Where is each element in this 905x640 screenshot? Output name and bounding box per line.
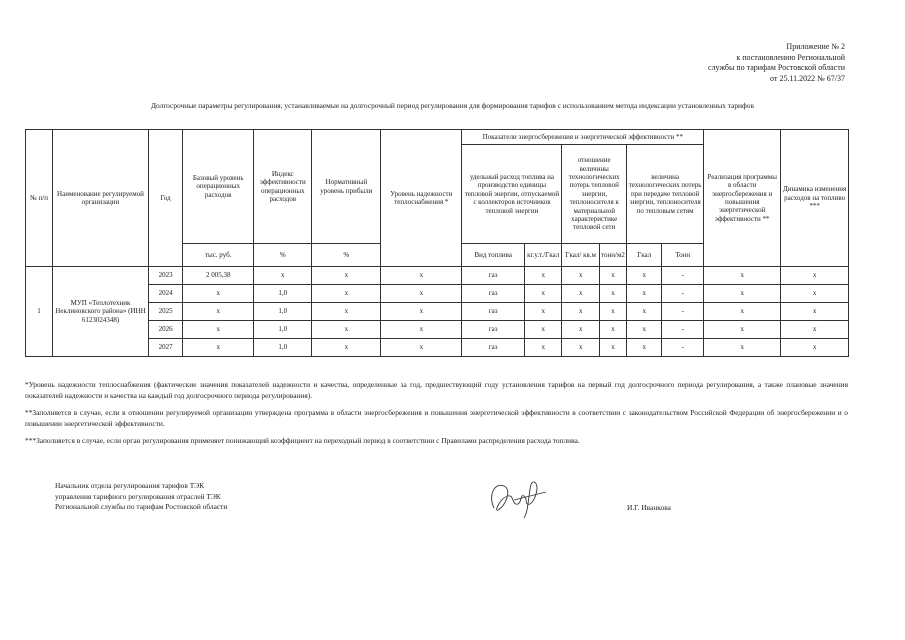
cell-reliability: х <box>381 285 462 303</box>
cell-norm: х <box>312 267 381 285</box>
cell-index: х <box>254 267 312 285</box>
footnote-energy-program: **Заполняется в случае, если в отношении регулируемой организации утверждена программа в области энергосбережения и повышения энергетической эффективности в соответствии с законодательством Российской Федерации об энергосбережении и о повышении энергетической эффективности. <box>25 408 848 428</box>
cell-fuel-type: газ <box>462 285 525 303</box>
cell-loss-2: - <box>662 285 704 303</box>
cell-ratio-2: х <box>599 285 626 303</box>
header-reliability: Уровень надежности теплоснабжения * <box>381 130 462 267</box>
header-fuel-dynamics: Динамика изменения расходов на топливо *** <box>781 130 849 267</box>
cell-dynamics: х <box>781 303 849 321</box>
cell-reliability: х <box>381 303 462 321</box>
header-energy-group: Показатели энергосбережения и энергетической эффективности ** <box>462 130 704 145</box>
cell-fuel-type: газ <box>462 339 525 357</box>
table-row <box>26 339 849 357</box>
cell-ratio-2: х <box>599 339 626 357</box>
cell-index: 1,0 <box>254 285 312 303</box>
cell-base: х <box>183 303 254 321</box>
cell-norm: х <box>312 339 381 357</box>
signatory-line-1: Начальник отдела регулирования тарифов ТЭК <box>55 481 205 490</box>
cell-loss: х <box>627 321 662 339</box>
cell-fuel: х <box>524 285 562 303</box>
header-num: № п/п <box>26 130 53 267</box>
cell-loss-2: - <box>662 267 704 285</box>
cell-base: 2 005,38 <box>183 267 254 285</box>
cell-program: х <box>704 339 781 357</box>
cell-reliability: х <box>381 267 462 285</box>
cell-year: 2025 <box>148 303 182 321</box>
cell-ratio: х <box>562 267 600 285</box>
header-organization: Наименование регулируемой организации <box>53 130 149 267</box>
unit-base: тыс. руб. <box>183 244 254 267</box>
signatory-name: И.Г. Иванкова <box>627 503 671 512</box>
unit-ratio: Гкал/ кв.м <box>562 244 600 267</box>
cell-year: 2024 <box>148 285 182 303</box>
cell-loss: х <box>627 285 662 303</box>
unit-loss-2: Тонн <box>662 244 704 267</box>
cell-base: х <box>183 285 254 303</box>
appendix-line-4: от 25.11.2022 № 67/37 <box>770 73 845 83</box>
cell-index: 1,0 <box>254 339 312 357</box>
appendix-line-3: службы по тарифам Ростовской области <box>708 63 845 72</box>
cell-ratio-2: х <box>599 267 626 285</box>
cell-year: 2027 <box>148 339 182 357</box>
table-row <box>26 303 849 321</box>
document-title: Долгосрочные параметры регулирования, устанавливаемые на долгосрочный период регулирования для формирования тарифов с использованием метода индексации установленных тарифов <box>151 101 754 110</box>
cell-loss-2: - <box>662 339 704 357</box>
header-fuel-consumption: удельный расход топлива на производство единицы тепловой энергии, отпускаемой с коллекторов источников тепловой энергии <box>462 145 562 244</box>
handwritten-signature <box>484 474 554 522</box>
cell-program: х <box>704 321 781 339</box>
unit-ratio-2: тонн/м2 <box>599 244 626 267</box>
cell-program: х <box>704 285 781 303</box>
header-base-costs: Базовый уровень операционных расходов <box>183 130 254 244</box>
cell-dynamics: х <box>781 321 849 339</box>
header-profit-level: Нормативный уровень прибыли <box>312 130 381 244</box>
cell-loss-2: - <box>662 303 704 321</box>
cell-fuel-type: газ <box>462 267 525 285</box>
header-program: Реализация программы в области энергосбережения и повышения энергетической эффективности ** <box>704 130 781 267</box>
cell-ratio: х <box>562 285 600 303</box>
parameters-table <box>25 129 849 357</box>
cell-loss: х <box>627 267 662 285</box>
unit-fuel: кг.у.т./Гкал <box>524 244 562 267</box>
cell-index: 1,0 <box>254 321 312 339</box>
cell-fuel: х <box>524 267 562 285</box>
cell-base: х <box>183 321 254 339</box>
header-year: Год <box>148 130 182 267</box>
unit-index: % <box>254 244 312 267</box>
cell-ratio-2: х <box>599 303 626 321</box>
cell-program: х <box>704 267 781 285</box>
cell-program: х <box>704 303 781 321</box>
signatory-line-2: управления тарифного регулирования отраслей ТЭК <box>55 491 221 501</box>
cell-year: 2026 <box>148 321 182 339</box>
appendix-block <box>708 42 845 84</box>
org-name: МУП «Теплотехник Неклиновского района» (ИНН 6123024348) <box>53 267 149 357</box>
signatory-position <box>55 481 227 513</box>
cell-ratio: х <box>562 321 600 339</box>
cell-loss-2: - <box>662 321 704 339</box>
unit-norm: % <box>312 244 381 267</box>
cell-fuel: х <box>524 303 562 321</box>
org-number: 1 <box>26 267 53 357</box>
table-row <box>26 321 849 339</box>
header-loss-ratio: отношение величины технологических потерь тепловой энергии, теплоносителя к материальной характеристике тепловой сети <box>562 145 627 244</box>
cell-base: х <box>183 339 254 357</box>
signatory-line-3: Региональной службы по тарифам Ростовской области <box>55 502 228 512</box>
cell-index: 1,0 <box>254 303 312 321</box>
unit-fuel-type: Вид топлива <box>462 244 525 267</box>
cell-dynamics: х <box>781 267 849 285</box>
footnote-fuel-coefficient: ***Заполняется в случае, если орган регулирования применяет понижающий коэффициент на переходный период в соответствии с Правилами распределения расхода топлива. <box>25 436 580 445</box>
cell-ratio: х <box>562 339 600 357</box>
cell-year: 2023 <box>148 267 182 285</box>
table-row <box>26 267 849 285</box>
footnote-reliability: *Уровень надежности теплоснабжения (фактические значения показателей надежности и качества, определенные за год, предшествующий году установления тарифов на первый год долгосрочного периода регулирования, а также плановые значения показателей надежности и качества на каждый год долгосрочного периода регулирования). <box>25 380 848 400</box>
header-row-group <box>26 130 849 145</box>
cell-loss: х <box>627 303 662 321</box>
unit-loss: Гкал <box>627 244 662 267</box>
cell-norm: х <box>312 303 381 321</box>
cell-fuel: х <box>524 321 562 339</box>
cell-norm: х <box>312 285 381 303</box>
cell-fuel: х <box>524 339 562 357</box>
cell-loss: х <box>627 339 662 357</box>
appendix-line-1: Приложение № 2 <box>786 42 845 51</box>
header-transfer-losses: величина технологических потерь при передаче тепловой энергии, теплоносителя по тепловым сетям <box>627 145 704 244</box>
cell-norm: х <box>312 321 381 339</box>
cell-reliability: х <box>381 339 462 357</box>
cell-reliability: х <box>381 321 462 339</box>
cell-dynamics: х <box>781 285 849 303</box>
header-efficiency-index: Индекс эффективности операционных расходов <box>254 130 312 244</box>
cell-ratio: х <box>562 303 600 321</box>
cell-ratio-2: х <box>599 321 626 339</box>
appendix-line-2: к постановлению Региональной <box>736 52 845 62</box>
cell-fuel-type: газ <box>462 321 525 339</box>
table-row <box>26 285 849 303</box>
cell-dynamics: х <box>781 339 849 357</box>
cell-fuel-type: газ <box>462 303 525 321</box>
